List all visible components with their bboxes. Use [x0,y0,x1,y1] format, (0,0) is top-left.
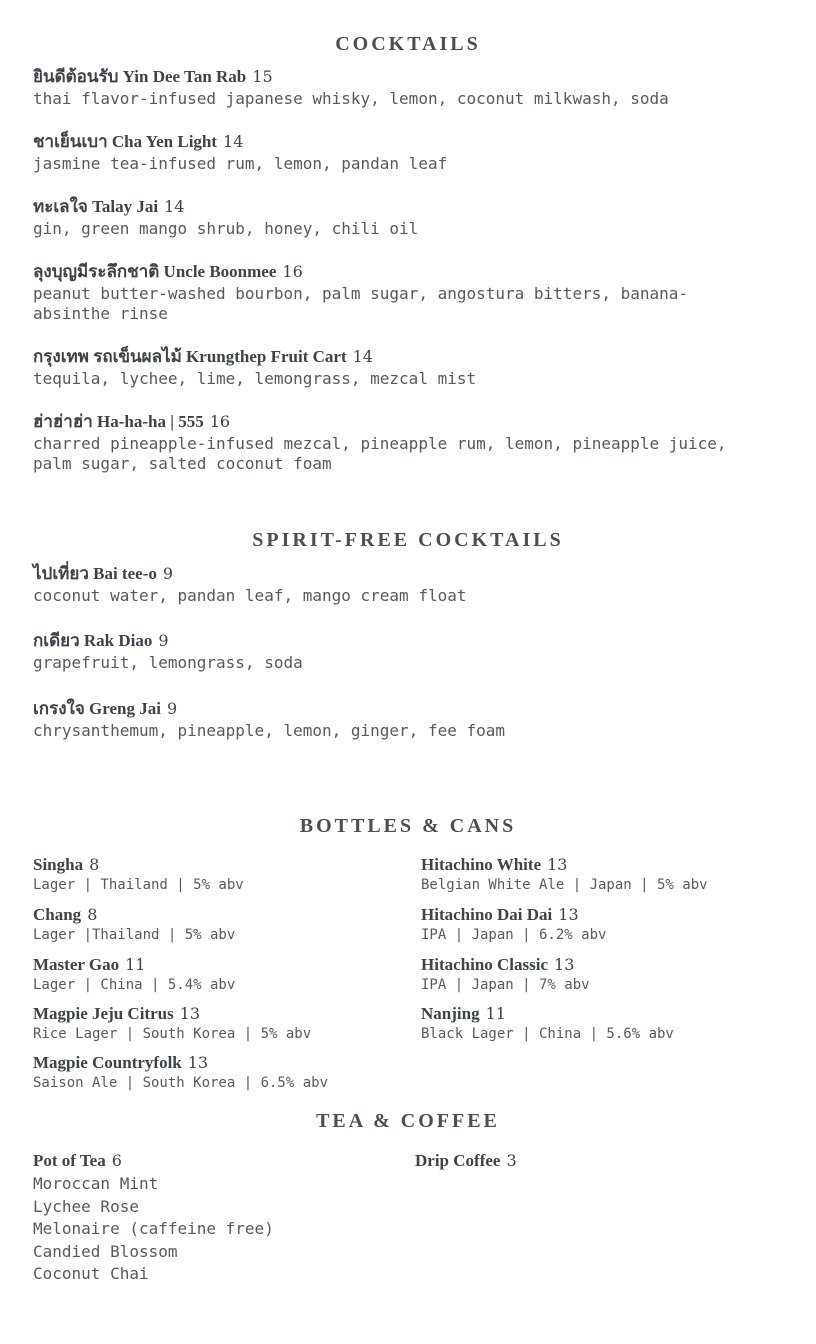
beer-item [421,854,708,894]
cocktail-description: thai flavor-infused japanese whisky, lemon, coconut milkwash, soda [33,89,669,108]
cocktail-description: tequila, lychee, lime, lemongrass, mezcal mist [33,369,477,388]
beer-price: 13 [547,855,568,874]
spirit-free-price: 9 [166,699,178,718]
tea-flavor: Candied Blossom [33,1241,178,1261]
spirit-free-description: coconut water, pandan leaf, mango cream float [33,586,467,605]
beer-price: 11 [485,1004,506,1023]
spirit-free-name: ไปเที่ยว Bai tee-o [33,564,157,583]
beer-name: Hitachino Dai Dai [421,905,553,924]
beer-price: 13 [554,955,575,974]
beer-description: Lager | Thailand | 5% abv [33,877,244,893]
spirit-free-price: 9 [162,564,174,583]
spirit-free-description: grapefruit, lemongrass, soda [33,653,303,672]
beer-price: 13 [179,1004,201,1023]
tea-flavor: Melonaire (caffeine free) [33,1219,274,1238]
beer-description: IPA | Japan | 7% abv [421,977,590,993]
cocktail-name: กรุงเทพ รถเข็นผลไม้ Krungthep Fruit Cart [33,347,347,366]
cocktail-item [33,346,803,389]
cocktail-price: 16 [282,262,303,281]
cocktail-price: 14 [223,132,244,151]
tea-item [33,1150,122,1171]
spirit-free-item [33,563,803,606]
coffee-item [415,1150,517,1171]
beer-name: Hitachino Classic [421,955,549,974]
cocktail-price: 16 [209,412,231,431]
cocktail-name: ชาเย็นเบา Cha Yen Light [33,132,218,151]
beer-description: Belgian White Ale | Japan | 5% abv [421,877,708,893]
beer-price: 8 [87,905,98,924]
spirit-free-item [33,698,803,741]
cocktail-item [33,411,763,474]
beer-description: Black Lager | China | 5.6% abv [421,1026,674,1042]
beer-price: 11 [125,955,146,974]
cocktail-item [33,131,803,174]
beer-description: Lager |Thailand | 5% abv [33,927,236,943]
beer-name: Magpie Jeju Citrus [33,1004,174,1023]
tea-flavor: Coconut Chai [33,1264,149,1283]
beer-description: Rice Lager | South Korea | 5% abv [33,1026,312,1042]
spirit-free-name: กเดียว Rak Diao [33,631,153,650]
cocktails-heading: COCKTAILS [335,33,481,55]
beer-item [421,954,590,994]
cocktail-price: 15 [252,67,273,86]
beer-name: Magpie Countryfolk [33,1053,182,1072]
cocktail-name: ทะเลใจ Talay Jai [33,197,159,216]
spirit-free-price: 9 [158,631,169,650]
coffee-name: Drip Coffee [415,1151,501,1170]
beer-item [421,904,606,944]
cocktail-description: peanut butter-washed bourbon, palm sugar, angostura bitters, banana-absinthe rinse [33,284,689,323]
beer-price: 13 [558,905,579,924]
beer-description: IPA | Japan | 6.2% abv [421,927,607,943]
bottles-cans-heading: BOTTLES & CANS [299,815,517,837]
cocktail-item [33,196,803,239]
cocktail-name: ยินดีต้อนรับ Yin Dee Tan Rab [33,67,247,86]
beer-item [421,1003,674,1043]
beer-item [33,1052,328,1092]
cocktail-item [33,66,803,109]
cocktail-item [33,261,733,324]
beer-item [33,904,235,944]
beer-name: Hitachino White [421,855,542,874]
tea-coffee-heading: TEA & COFFEE [316,1110,500,1132]
tea-price: 6 [111,1151,122,1170]
beer-item [33,954,235,994]
tea-flavor: Moroccan Mint [33,1174,159,1193]
tea-name: Pot of Tea [33,1151,106,1170]
cocktail-name: ลุงบุญมีระลึกชาติ Uncle Boonmee [33,262,277,281]
cocktail-description: charred pineapple-infused mezcal, pineapple rum, lemon, pineapple juice, palm sugar, salted coconut foam [33,434,727,473]
spirit-free-heading: SPIRIT-FREE COCKTAILS [252,529,564,551]
beer-price: 13 [187,1053,209,1072]
cocktail-description: jasmine tea-infused rum, lemon, pandan leaf [33,154,448,173]
tea-flavor: Lychee Rose [33,1196,139,1216]
beer-price: 8 [89,855,100,874]
beer-description: Saison Ale | South Korea | 6.5% abv [33,1075,329,1091]
beer-name: Singha [33,855,84,874]
spirit-free-description: chrysanthemum, pineapple, lemon, ginger, fee foam [33,721,506,740]
coffee-price: 3 [506,1151,517,1170]
spirit-free-item [33,630,803,673]
beer-name: Master Gao [33,955,120,974]
cocktail-price: 14 [164,197,185,216]
beer-name: Nanjing [421,1004,480,1023]
beer-description: Lager | China | 5.4% abv [33,977,236,993]
beer-item [33,1003,311,1043]
beer-item [33,854,244,894]
cocktail-description: gin, green mango shrub, honey, chili oil [33,219,419,238]
spirit-free-name: เกรงใจ Greng Jai [33,699,161,718]
tea-flavor-list [33,1173,274,1286]
cocktail-name: ฮ่าฮ่าฮ่า Ha-ha-ha | 555 [33,412,204,431]
cocktail-price: 14 [352,347,373,366]
beer-name: Chang [33,905,82,924]
